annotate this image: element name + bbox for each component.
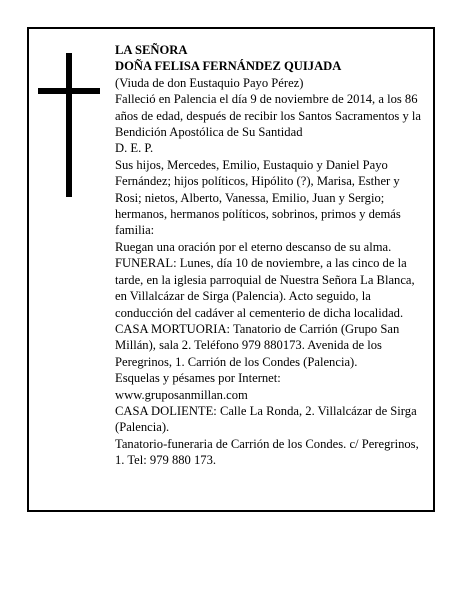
mortuary-details: CASA MORTUORIA: Tanatorio de Carrión (Grupo San Millán), sala 2. Teléfono 979 880173. Avenida de los Peregrinos, 1. Carrión de los Condes (Palencia). — [115, 321, 400, 369]
family-list: Sus hijos, Mercedes, Emilio, Eustaquio y Daniel Payo Fernández; hijos políticos, Hipólito (?), Marisa, Esther y Rosi; nietos, Alberto, Vanessa, Emilio, Juan y Sergio; hermanos, hermanos políticos, sobrinos, primos y demás familia: — [115, 157, 401, 238]
dep-line: D. E. P. — [115, 141, 154, 156]
prayer-request: Ruegan una oración por el eterno descanso de su alma. — [115, 239, 392, 254]
cross-horizontal-bar — [38, 88, 100, 94]
death-announcement: Falleció en Palencia el día 9 de noviembre de 2014, a los 86 años de edad, después de recibir los Santos Sacramentos y la Bendición Apostólica de Su Santidad — [115, 92, 422, 140]
obituary-text — [115, 42, 427, 469]
internet-url: www.gruposanmillan.com — [115, 387, 248, 402]
funeral-home: Tanatorio-funeraria de Carrión de los Condes. c/ Peregrinos, 1. Tel: 979 880 173. — [115, 436, 419, 468]
widow-of: (Viuda de don Eustaquio Payo Pérez) — [115, 75, 304, 90]
funeral-details: FUNERAL: Lunes, día 10 de noviembre, a las cinco de la tarde, en la iglesia parroquial de Nuestra Señora La Blanca, en Villalcázar de Sirga (Palencia). Acto seguido, la conducción del cadáver al cementerio de dicha localidad. — [115, 256, 415, 320]
deceased-name: DOÑA FELISA FERNÁNDEZ QUIJADA — [115, 59, 342, 74]
internet-label: Esquelas y pésames por Internet: — [115, 371, 281, 386]
grieving-house: CASA DOLIENTE: Calle La Ronda, 2. Villalcázar de Sirga (Palencia). — [115, 403, 417, 435]
cross-vertical-bar — [66, 53, 72, 197]
honorific: LA SEÑORA — [115, 43, 188, 57]
obituary-notice — [27, 27, 435, 512]
